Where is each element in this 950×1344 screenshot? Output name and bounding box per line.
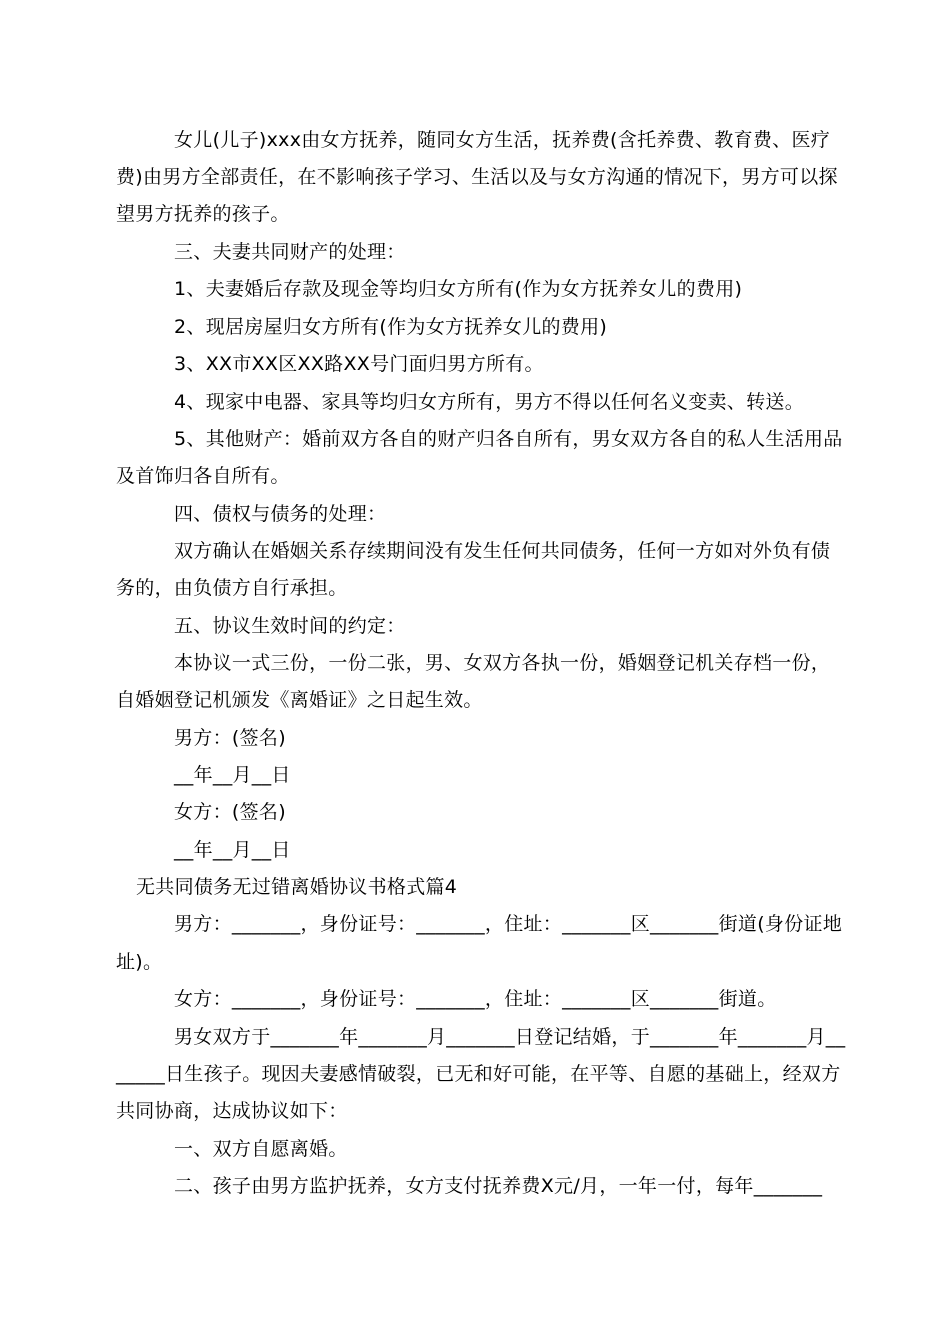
female-party-info: 女方：_______，身份证号：_______，住址：_______区_______街道。 — [174, 988, 777, 1010]
male-party-info-line-1: 男方：_______，身份证号：_______，住址：_______区_______街道(身份证地 — [174, 913, 843, 935]
section-heading-debts: 四、债权与债务的处理： — [174, 503, 387, 525]
property-item-4: 4、现家中电器、家具等均归女方所有，男方不得以任何名义变卖、转送。 — [174, 391, 804, 413]
paragraph-marriage-line-1: 男女双方于_______年_______月_______日登记结婚，于_______年_______月__ — [174, 1026, 846, 1048]
signature-date-female: __年__月__日 — [174, 839, 291, 861]
property-item-5-line-2: 及首饰归各自所有。 — [116, 465, 290, 487]
paragraph-marriage-line-2: _____日生孩子。现因夫妻感情破裂，已无和好可能，在平等、自愿的基础上，经双方 — [116, 1063, 841, 1085]
article-title-4: 无共同债务无过错离婚协议书格式篇4 — [136, 876, 458, 898]
paragraph-child-custody-line-2: 费)由男方全部责任，在不影响孩子学习、生活以及与女方沟通的情况下，男方可以探 — [116, 166, 838, 188]
signature-date-male: __年__月__日 — [174, 764, 291, 786]
paragraph-effective-line-2: 自婚姻登记机颁发《离婚证》之日起生效。 — [116, 689, 483, 711]
property-item-3: 3、XX市XX区XX路XX号门面归男方所有。 — [174, 353, 544, 375]
paragraph-child-custody-line-3: 望男方抚养的孩子。 — [116, 203, 290, 225]
clause-1-voluntary-divorce: 一、双方自愿离婚。 — [174, 1138, 348, 1160]
signature-male: 男方：(签名) — [174, 727, 286, 749]
paragraph-effective-line-1: 本协议一式三份，一份二张，男、女双方各执一份，婚姻登记机关存档一份， — [174, 652, 831, 674]
paragraph-child-custody-line-1: 女儿(儿子)xxx由女方抚养，随同女方生活，抚养费(含托养费、教育费、医疗 — [174, 129, 831, 151]
clause-2-child-custody: 二、孩子由男方监护抚养，女方支付抚养费X元/月，一年一付，每年_______ — [174, 1175, 823, 1197]
section-heading-joint-property: 三、夫妻共同财产的处理： — [174, 241, 406, 263]
signature-female: 女方：(签名) — [174, 801, 286, 823]
property-item-1: 1、夫妻婚后存款及现金等均归女方所有(作为女方抚养女儿的费用) — [174, 278, 743, 300]
paragraph-debts-line-2: 务的，由负债方自行承担。 — [116, 577, 348, 599]
paragraph-debts-line-1: 双方确认在婚姻关系存续期间没有发生任何共同债务，任何一方如对外负有债 — [174, 540, 831, 562]
section-heading-effective-time: 五、协议生效时间的约定： — [174, 615, 406, 637]
male-party-info-line-2: 址)。 — [116, 951, 163, 973]
paragraph-marriage-line-3: 共同协商，达成协议如下： — [116, 1100, 348, 1122]
property-item-2: 2、现居房屋归女方所有(作为女方抚养女儿的费用) — [174, 316, 608, 338]
property-item-5-line-1: 5、其他财产：婚前双方各自的财产归各自所有，男女双方各自的私人生活用品 — [174, 428, 843, 450]
